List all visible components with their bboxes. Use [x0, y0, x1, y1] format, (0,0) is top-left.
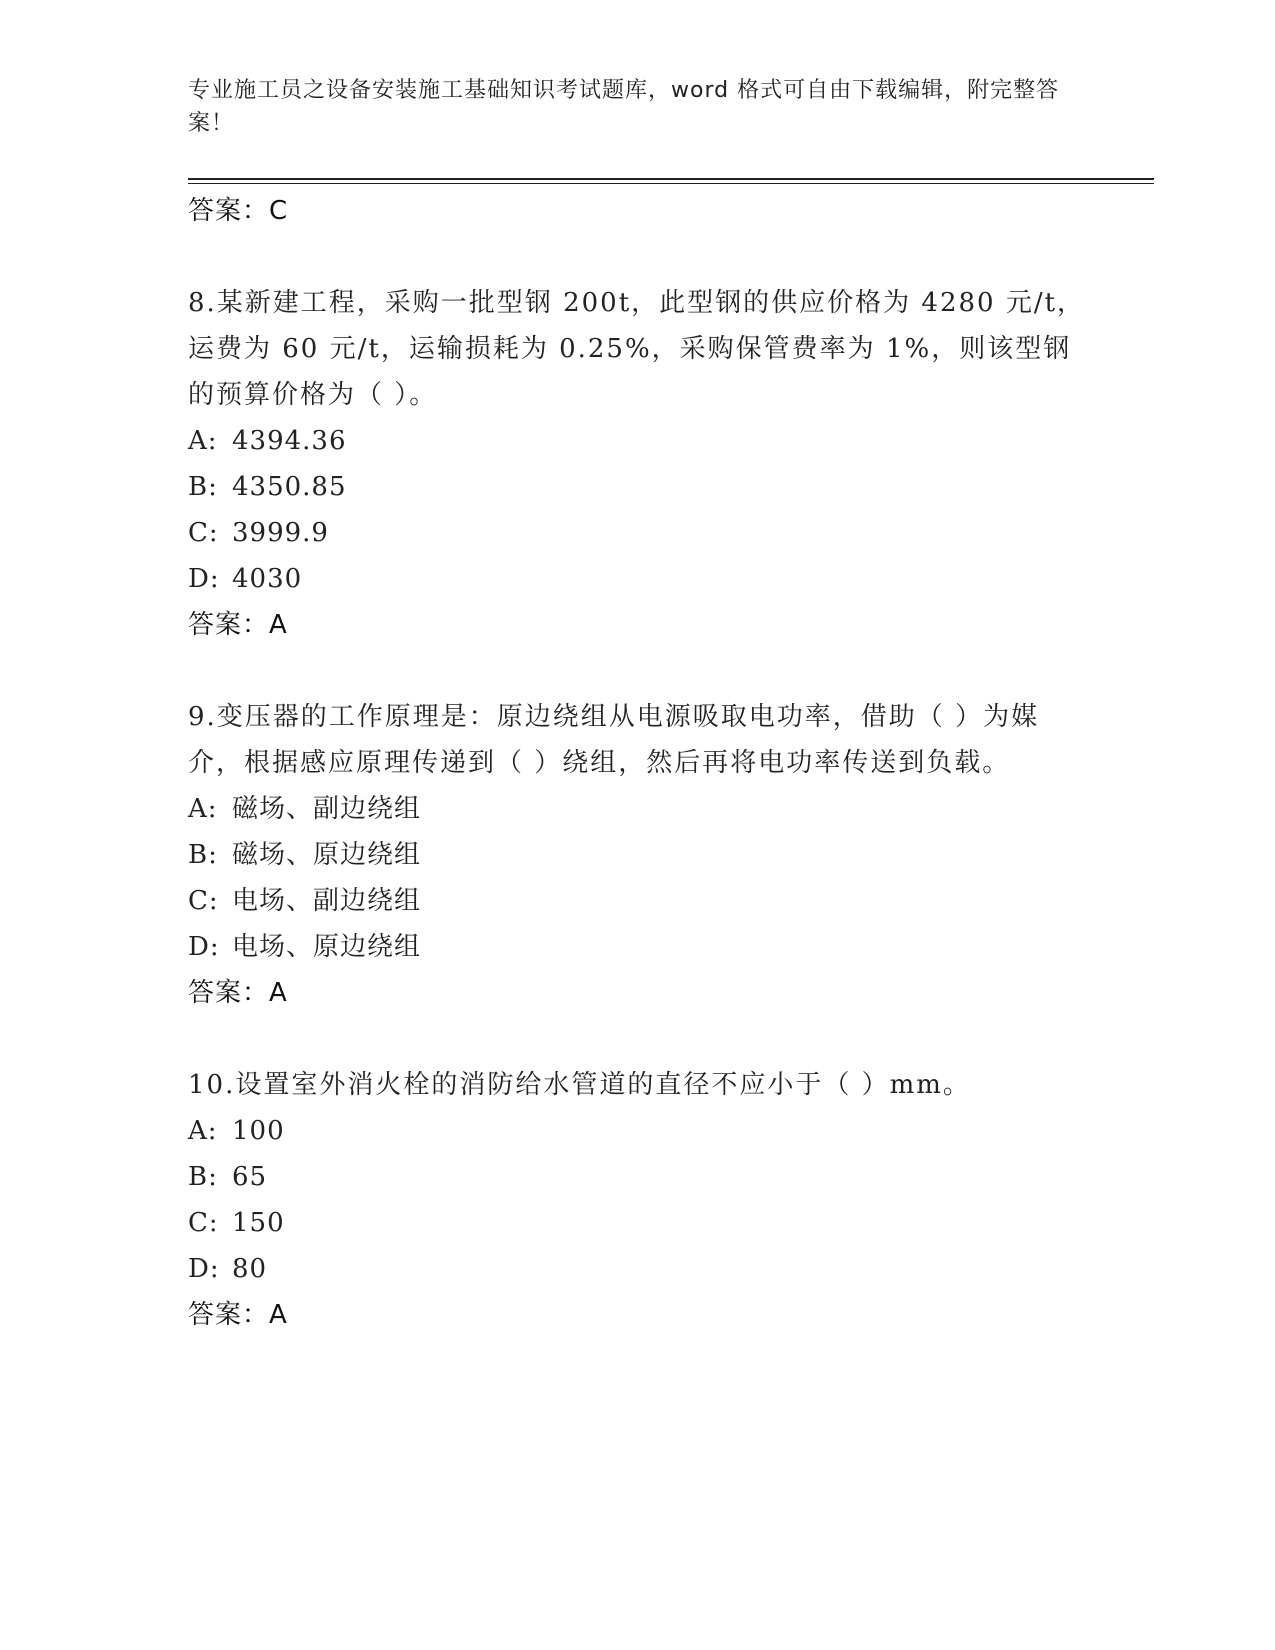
option-a — [188, 786, 1088, 832]
option-letter: A: — [188, 426, 218, 456]
option-d — [188, 1246, 1088, 1292]
option-d — [188, 556, 1088, 602]
option-letter: D: — [188, 932, 220, 962]
option-text: 4350.85 — [232, 472, 347, 502]
option-c — [188, 1200, 1088, 1246]
answer-line: 答案：C — [188, 196, 289, 226]
answer-line: 答案：A — [188, 1300, 288, 1330]
option-letter: A: — [188, 794, 218, 824]
document-header: 专业施工员之设备安装施工基础知识考试题库，word 格式可自由下载编辑，附完整答案！ — [188, 78, 1060, 136]
option-letter: C: — [188, 518, 219, 548]
option-letter: B: — [188, 472, 218, 502]
question-8 — [188, 280, 1088, 648]
option-text: 4030 — [232, 564, 303, 594]
option-letter: C: — [188, 1208, 219, 1238]
question-stem: 9.变压器的工作原理是：原边绕组从电源吸取电功率，借助（ ）为媒介，根据感应原理传递到（ ）绕组，然后再将电功率传送到负载。 — [188, 702, 1040, 778]
header-rule-thick — [188, 178, 1154, 180]
option-letter: C: — [188, 886, 219, 916]
question-stem: 8.某新建工程，采购一批型钢 200t，此型钢的供应价格为 4280 元/t，运费为 60 元/t，运输损耗为 0.25%，采购保管费率为 1%，则该型钢的预算价格为（ ）。 — [188, 288, 1086, 410]
option-text: 80 — [232, 1254, 268, 1284]
option-text: 150 — [232, 1208, 285, 1238]
option-letter: B: — [188, 1162, 218, 1192]
option-c — [188, 878, 1088, 924]
answer-line: 答案：A — [188, 978, 288, 1008]
option-text: 3999.9 — [232, 518, 329, 548]
option-a — [188, 418, 1088, 464]
option-text: 100 — [232, 1116, 285, 1146]
option-text: 磁场、原边绕组 — [232, 840, 422, 870]
question-10 — [188, 1062, 1088, 1338]
option-letter: A: — [188, 1116, 218, 1146]
question-9 — [188, 694, 1088, 1016]
header-rule-thin — [188, 183, 1154, 184]
option-c — [188, 510, 1088, 556]
option-text: 电场、原边绕组 — [232, 932, 422, 962]
option-letter: B: — [188, 840, 218, 870]
question-content — [188, 188, 1088, 1338]
option-d — [188, 924, 1088, 970]
option-letter: D: — [188, 1254, 220, 1284]
option-text: 电场、副边绕组 — [232, 886, 422, 916]
option-a — [188, 1108, 1088, 1154]
option-b — [188, 1154, 1088, 1200]
question-stem: 10.设置室外消火栓的消防给水管道的直径不应小于（ ）mm。 — [188, 1070, 971, 1100]
option-text: 4394.36 — [232, 426, 347, 456]
option-b — [188, 464, 1088, 510]
option-text: 65 — [232, 1162, 268, 1192]
option-letter: D: — [188, 564, 220, 594]
answer-line: 答案：A — [188, 610, 288, 640]
option-b — [188, 832, 1088, 878]
option-text: 磁场、副边绕组 — [232, 794, 422, 824]
